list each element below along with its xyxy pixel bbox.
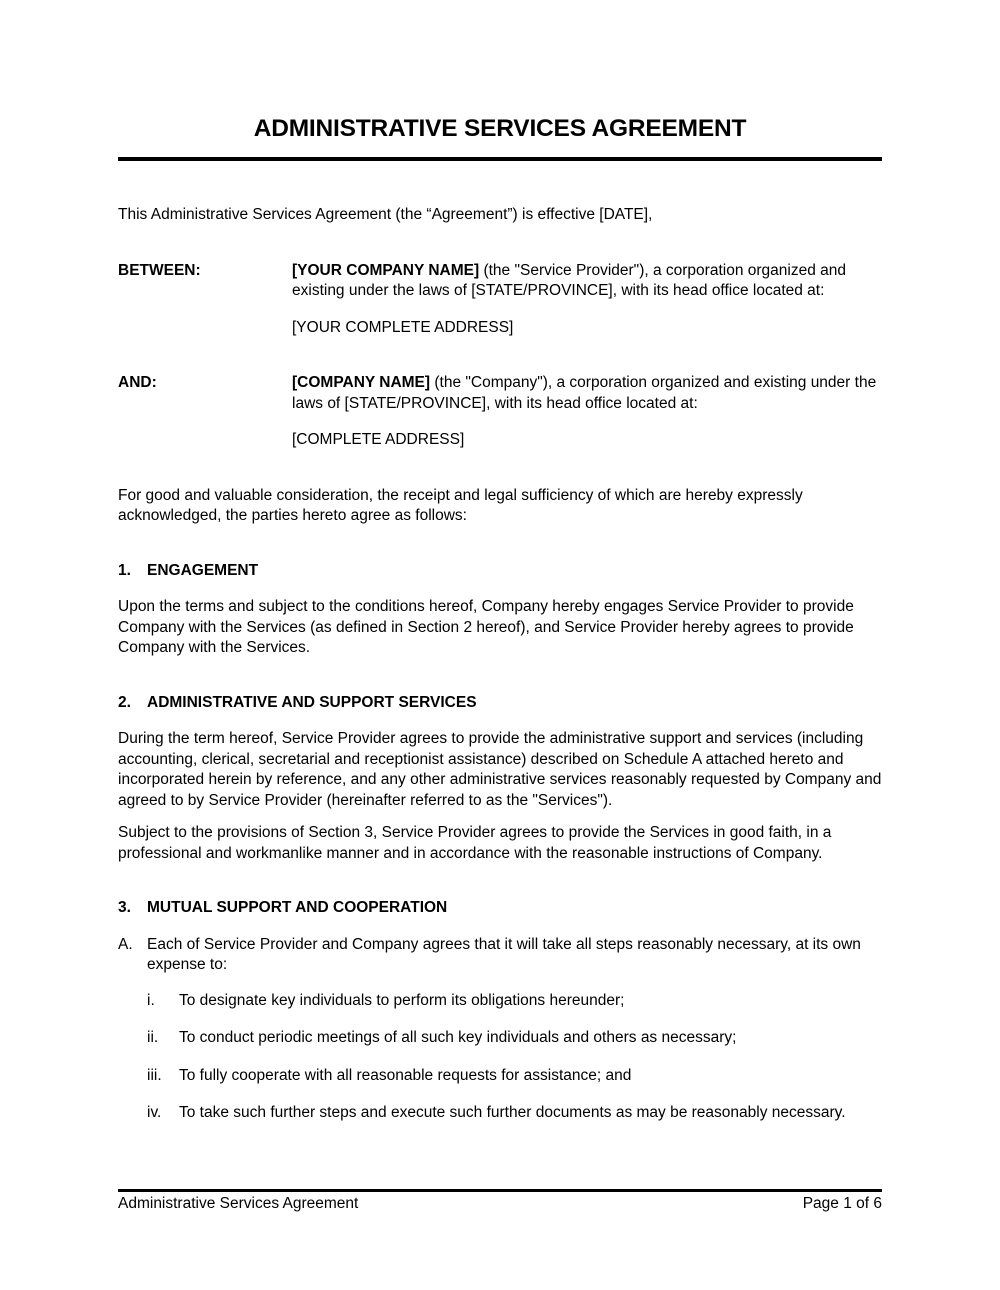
list-item-a-body bbox=[147, 935, 882, 1124]
section-number: 1. bbox=[118, 561, 131, 579]
section-heading bbox=[118, 561, 882, 582]
list-subitem-text: To conduct periodic meetings of all such key individuals and others as necessary; bbox=[179, 1029, 737, 1046]
party-and-description-rest: (the "Company"), a corporation organized and existing under the laws of [STATE/PROVINCE], with its head office located at: bbox=[292, 374, 877, 412]
section-heading-text: MUTUAL SUPPORT AND COOPERATION bbox=[147, 899, 448, 916]
section-heading bbox=[118, 898, 882, 919]
section-heading bbox=[118, 693, 882, 714]
party-and-description bbox=[292, 373, 882, 414]
section-administrative-support-services bbox=[118, 693, 882, 865]
party-between-description-rest: (the "Service Provider"), a corporation organized and existing under the laws of [STATE/PROVINCE], with its head office located at: bbox=[292, 261, 846, 299]
title-rule bbox=[118, 157, 882, 161]
party-between-name-placeholder: [YOUR COMPANY NAME] bbox=[292, 261, 480, 279]
section-engagement bbox=[118, 561, 882, 659]
section-heading-text: ENGAGEMENT bbox=[147, 561, 259, 579]
intro-paragraph: This Administrative Services Agreement (the “Agreement”) is effective [DATE], bbox=[118, 206, 653, 223]
party-between-block bbox=[118, 261, 882, 339]
list-subitem-marker: iii. bbox=[147, 1066, 162, 1084]
list-subitem-i bbox=[147, 991, 882, 1012]
party-between-description bbox=[292, 261, 882, 302]
list-item-a-marker: A. bbox=[118, 935, 133, 953]
section-paragraph: Subject to the provisions of Section 3, Service Provider agrees to provide the Services in good faith, in a professional and workmanlike manner and in accordance with the reasonable instructions of Company. bbox=[118, 824, 832, 862]
party-and-name-placeholder: [COMPANY NAME] bbox=[292, 374, 431, 391]
footer-document-title: Administrative Services Agreement bbox=[118, 1195, 359, 1212]
list-subitem-marker: ii. bbox=[147, 1029, 159, 1046]
section-number: 2. bbox=[118, 693, 131, 711]
party-between-address-placeholder: [YOUR COMPLETE ADDRESS] bbox=[292, 318, 514, 336]
section-paragraph: Upon the terms and subject to the conditions hereof, Company hereby engages Service Provider to provide Company with the Services (as defined in Section 2 hereof), and Service Provider hereby agrees to provide Company with the Services. bbox=[118, 598, 854, 656]
document-title: ADMINISTRATIVE SERVICES AGREEMENT bbox=[253, 115, 747, 142]
list-subitem-text: To designate key individuals to perform its obligations hereunder; bbox=[179, 991, 625, 1009]
section-heading-text: ADMINISTRATIVE AND SUPPORT SERVICES bbox=[147, 693, 477, 711]
page-footer bbox=[118, 1189, 882, 1215]
section-number: 3. bbox=[118, 899, 131, 916]
list-subitem-iv bbox=[147, 1103, 882, 1124]
party-between-body bbox=[292, 261, 882, 339]
party-and-address-placeholder: [COMPLETE ADDRESS] bbox=[292, 431, 465, 448]
footer-page-number: Page 1 of 6 bbox=[802, 1195, 882, 1212]
party-and-label: AND: bbox=[118, 374, 157, 391]
party-and-body bbox=[292, 373, 882, 451]
list-subitem-marker: iv. bbox=[147, 1104, 162, 1121]
list-subitem-text: To take such further steps and execute such further documents as may be reasonably necessary. bbox=[179, 1104, 846, 1121]
list-subitem-text: To fully cooperate with all reasonable requests for assistance; and bbox=[179, 1066, 632, 1084]
section-paragraph: During the term hereof, Service Provider agrees to provide the administrative support and services (including accounting, clerical, secretarial and receptionist assistance) described on Schedule A attached hereto and incorporated herein by reference, and any other administrative services reasonably requested by Company and agreed to by Service Provider (hereinafter referred to as the "Services"). bbox=[118, 730, 882, 809]
list-item-a-text: Each of Service Provider and Company agrees that it will take all steps reasonably necessary, at its own expense to: bbox=[147, 935, 861, 973]
consideration-paragraph: For good and valuable consideration, the receipt and legal sufficiency of which are hereby expressly acknowledged, the parties hereto agree as follows: bbox=[118, 486, 803, 524]
list-subitem-iii bbox=[147, 1066, 882, 1087]
section-mutual-support-cooperation bbox=[118, 898, 882, 1124]
party-and-block bbox=[118, 373, 882, 451]
party-between-label: BETWEEN: bbox=[118, 261, 201, 279]
list-subitem-marker: i. bbox=[147, 991, 155, 1009]
list-subitem-ii bbox=[147, 1028, 882, 1049]
list-item-a bbox=[118, 935, 882, 1124]
